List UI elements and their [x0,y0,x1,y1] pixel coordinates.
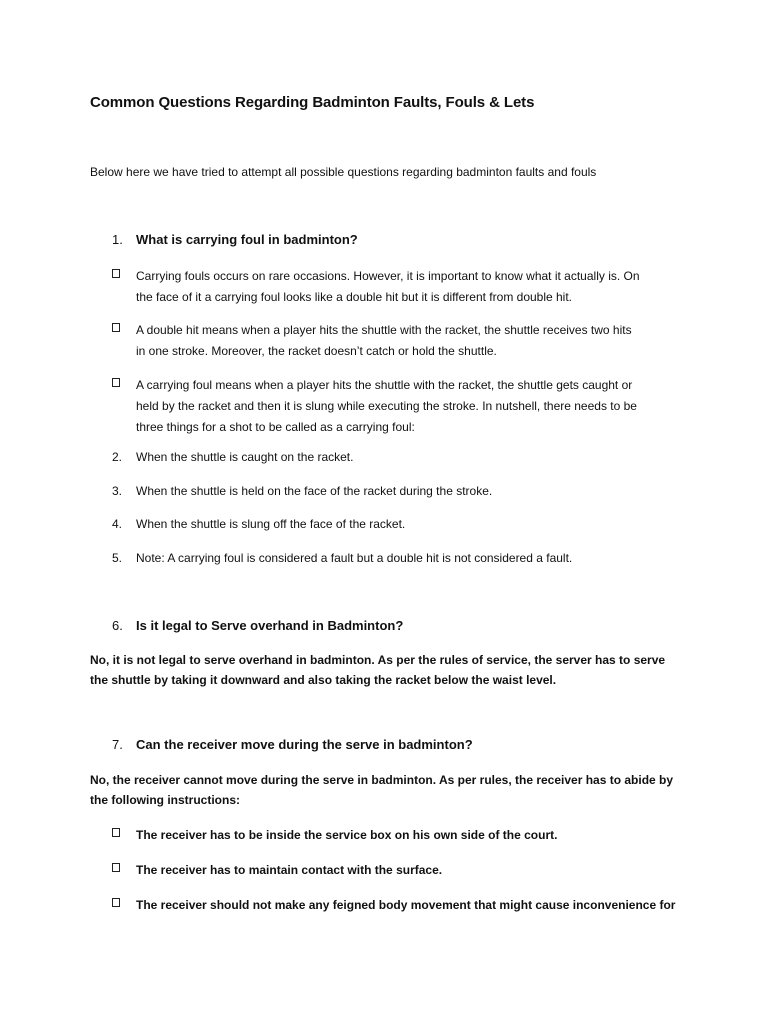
question-number: 7. [112,737,123,752]
bullet-line: Carrying fouls occurs on rare occasions. However, it is important to know what it actually is. On [136,269,640,283]
question-1 [112,232,358,247]
question-6 [112,618,403,633]
bullet-line: A carrying foul means when a player hits the shuttle with the racket, the shuttle gets caught or [136,378,633,392]
answer-line: the shuttle by taking it downward and also taking the racket below the waist level. [90,673,557,687]
bullet-item [112,266,668,308]
item-text: When the shuttle is caught on the racket. [136,450,354,464]
bullet-item [112,825,668,846]
item-text: When the shuttle is slung off the face of the racket. [136,517,406,531]
question-number: 6. [112,618,123,633]
question-number: 1. [112,232,123,247]
question-text: What is carrying foul in badminton? [136,232,358,247]
intro-paragraph: Below here we have tried to attempt all possible questions regarding badminton faults and fouls [90,165,597,179]
bullet-box-icon [112,828,120,837]
bullet-box-icon [112,898,120,907]
list-item-2 [112,450,353,464]
bullet-line: in one stroke. Moreover, the racket doesn’t catch or hold the shuttle. [136,344,497,358]
bullet-item [112,895,676,916]
bullet-line: The receiver should not make any feigned body movement that might cause inconvenience for [136,898,676,912]
page-title: Common Questions Regarding Badminton Faults, Fouls & Lets [90,94,535,111]
item-number: 3. [112,484,123,498]
answer-paragraph [90,770,680,810]
bullet-line: the face of it a carrying foul looks like a double hit but it is different from double hit. [136,290,573,304]
answer-line: the following instructions: [90,793,240,807]
item-number: 4. [112,517,123,531]
item-number: 2. [112,450,123,464]
answer-line: No, the receiver cannot move during the serve in badminton. As per rules, the receiver has to abide by [90,773,674,787]
bullet-line: three things for a shot to be called as a carrying foul: [136,420,415,434]
bullet-item [112,860,668,881]
list-item-4 [112,517,405,531]
bullet-line: held by the racket and then it is slung while executing the stroke. In nutshell, there needs to be [136,399,637,413]
answer-line: No, it is not legal to serve overhand in badminton. As per the rules of service, the server has to serve [90,653,666,667]
bullet-box-icon [112,863,120,872]
bullet-line: The receiver has to be inside the service box on his own side of the court. [136,828,558,842]
bullet-item [112,320,668,362]
bullet-item [112,375,668,438]
bullet-line: The receiver has to maintain contact with the surface. [136,863,443,877]
question-text: Is it legal to Serve overhand in Badminton? [136,618,404,633]
item-number: 5. [112,551,123,565]
list-item-5 [112,551,572,565]
item-text: When the shuttle is held on the face of the racket during the stroke. [136,484,493,498]
answer-paragraph [90,650,680,690]
question-text: Can the receiver move during the serve in badminton? [136,737,473,752]
item-text: Note: A carrying foul is considered a fault but a double hit is not considered a fault. [136,551,573,565]
bullet-box-icon [112,378,120,387]
list-item-3 [112,484,492,498]
bullet-box-icon [112,323,120,332]
question-7 [112,737,473,752]
bullet-box-icon [112,269,120,278]
bullet-line: A double hit means when a player hits the shuttle with the racket, the shuttle receives two hits [136,323,632,337]
